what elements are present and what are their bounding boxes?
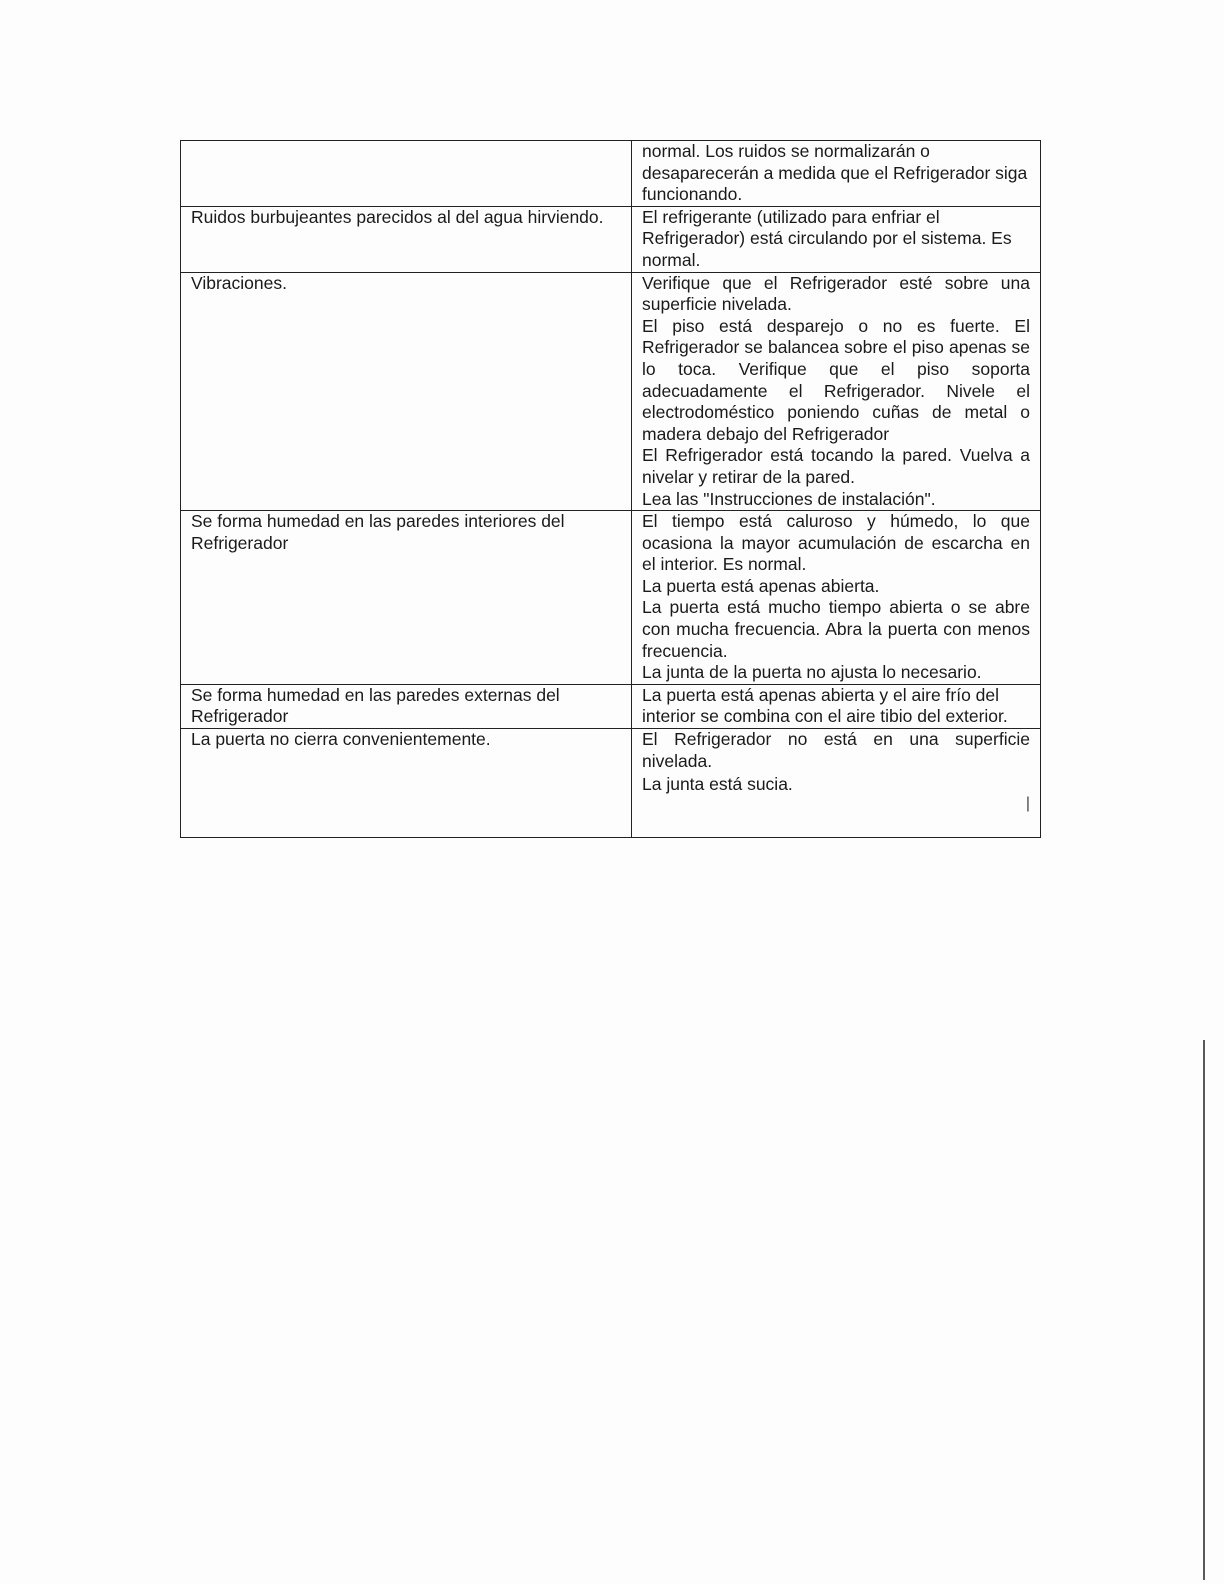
solution-cell — [632, 729, 1041, 838]
problem-cell — [181, 729, 632, 838]
problem-cell — [181, 684, 632, 728]
problem-cell — [181, 141, 632, 207]
solution-text: La puerta está apenas abierta y el aire frío del interior se combina con el aire tibio del exterior. — [642, 684, 1008, 727]
scan-mark: | — [1025, 795, 1030, 813]
solution-text: La puerta está apenas abierta. — [642, 575, 880, 596]
solution-text: Verifique que el Refrigerador esté sobre una superficie nivelada. — [642, 272, 1030, 315]
solution-text: El refrigerante (utilizado para enfriar el Refrigerador) está circulando por el sistema. Es normal. — [642, 206, 1012, 270]
solution-text: El tiempo está caluroso y húmedo, lo que ocasiona la mayor acumulación de escarcha en el interior. Es normal. — [642, 511, 1030, 575]
problem-text: La puerta no cierra convenientemente. — [191, 729, 491, 750]
problem-cell — [181, 511, 632, 685]
troubleshooting-table — [180, 140, 1041, 838]
solution-cell — [632, 684, 1041, 728]
solution-text: normal. Los ruidos se normalizarán o desaparecerán a medida que el Refrigerador siga funcionando. — [642, 141, 1028, 205]
problem-text: Ruidos burbujeantes parecidos al del agua hirviendo. — [191, 206, 604, 227]
solution-text: El Refrigerador está tocando la pared. Vuelva a nivelar y retirar de la pared. — [642, 445, 1030, 487]
solution-text: La junta de la puerta no ajusta lo necesario. — [642, 662, 982, 683]
problem-cell — [181, 272, 632, 511]
table-row — [181, 272, 1041, 511]
table-row — [181, 511, 1041, 685]
solution-cell — [632, 511, 1041, 685]
solution-text: El piso está desparejo o no es fuerte. El Refrigerador se balancea sobre el piso apenas se lo toca. Verifique que el piso soporta adecuadamente el Refrigerador. Nivele el electrodoméstico poniendo cuñas de metal o madera debajo del Refrigerador — [642, 315, 1030, 444]
solution-text: Lea las "Instrucciones de instalación". — [642, 488, 936, 509]
solution-cell — [632, 141, 1041, 207]
solution-cell — [632, 272, 1041, 511]
table-row — [181, 729, 1041, 838]
solution-cell — [632, 206, 1041, 272]
table-row — [181, 206, 1041, 272]
solution-text: La puerta está mucho tiempo abierta o se abre con mucha frecuencia. Abra la puerta con menos frecuencia. — [642, 597, 1030, 661]
solution-text: El Refrigerador no está en una superficie nivelada. — [642, 729, 1030, 771]
problem-text: Se forma humedad en las paredes interiores del Refrigerador — [191, 511, 565, 553]
scan-edge-line — [1203, 1040, 1205, 1580]
problem-text: Vibraciones. — [191, 272, 287, 293]
table-row — [181, 141, 1041, 207]
solution-text: La junta está sucia. — [642, 774, 793, 795]
problem-cell — [181, 206, 632, 272]
problem-text: Se forma humedad en las paredes externas del Refrigerador — [191, 684, 560, 727]
table-row — [181, 684, 1041, 728]
